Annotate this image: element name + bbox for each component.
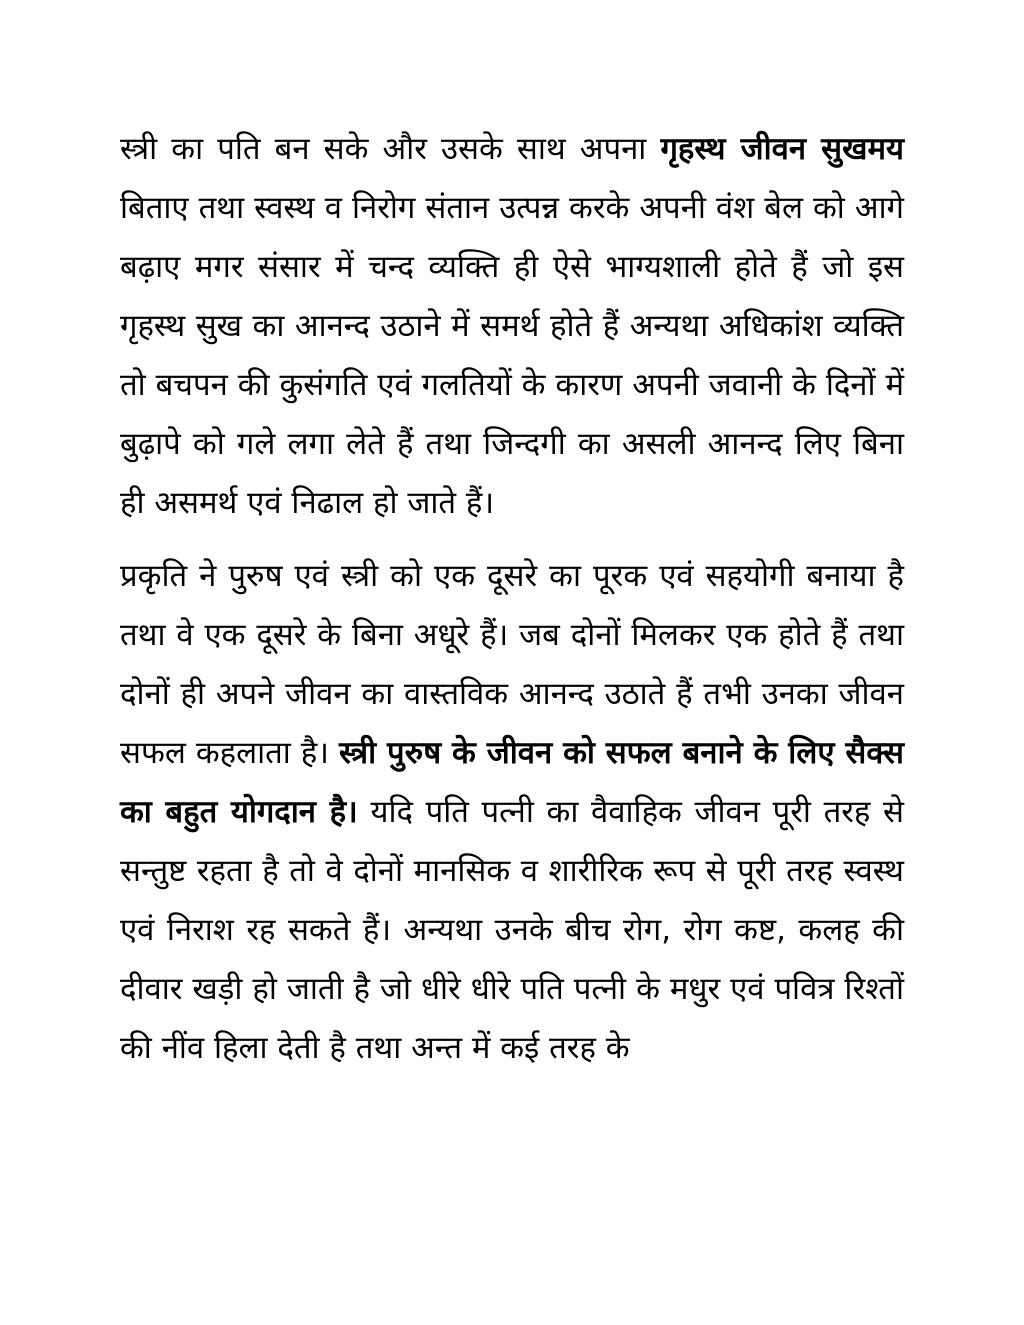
paragraph-2-text-1: प्रकृति ने पुरुष एवं स्त्री को एक दूसरे का पूरक एवं सहयोगी बनाया है तथा वे एक दूसरे के बिना अधूरे हैं। जब दोनों मिलकर एक होते हैं तथा दोनों ही अपने जीवन का वास्तविक आनन्द उठाते हैं तभी उनका जीवन सफल कहलाता है। [120, 558, 904, 771]
paragraph-1-bold-phrase: गृहस्थ जीवन सुखमय [660, 131, 904, 167]
body-text [120, 120, 904, 1092]
paragraph-2-text-2: यदि पति पत्नी का वैवाहिक जीवन पूरी तरह से सन्तुष्ट रहता है तो वे दोनों मानसिक व शारीरिक रूप से पूरी तरह स्वस्थ एवं निराश रह सकते हैं। अन्यथा उनके बीच रोग, रोग कष्ट, कलह की दीवार खड़ी हो जाती है जो धीरे धीरे पति पत्नी के मधुर एवं पवित्र रिश्तों की नींव हिला देती है तथा अन्त में कई तरह के [120, 794, 904, 1066]
paragraph-1-text-2: बिताए तथा स्वस्थ व निरोग संतान उत्पन्न करके अपनी वंश बेल को आगे बढ़ाए मगर संसार में चन्द व्यक्ति ही ऐसे भाग्यशाली होते हैं जो इस गृहस्थ सुख का आनन्द उठाने में समर्थ होते हैं अन्यथा अधिकांश व्यक्ति तो बचपन की कुसंगति एवं गलतियों के कारण अपनी जवानी के दिनों में बुढ़ापे को गले लगा लेते हैं तथा जिन्दगी का असली आनन्द लिए बिना ही असमर्थ एवं निढाल हो जाते हैं। [120, 190, 904, 521]
paragraph-1 [120, 120, 904, 533]
paragraph-2-bold-sentence: स्त्री पुरुष के जीवन को सफल बनाने के लिए सैक्स का बहुत योगदान है। [120, 735, 904, 830]
paragraph-2 [120, 547, 904, 1078]
paragraph-1-text-1: स्त्री का पति बन सके और उसके साथ अपना [120, 131, 661, 167]
